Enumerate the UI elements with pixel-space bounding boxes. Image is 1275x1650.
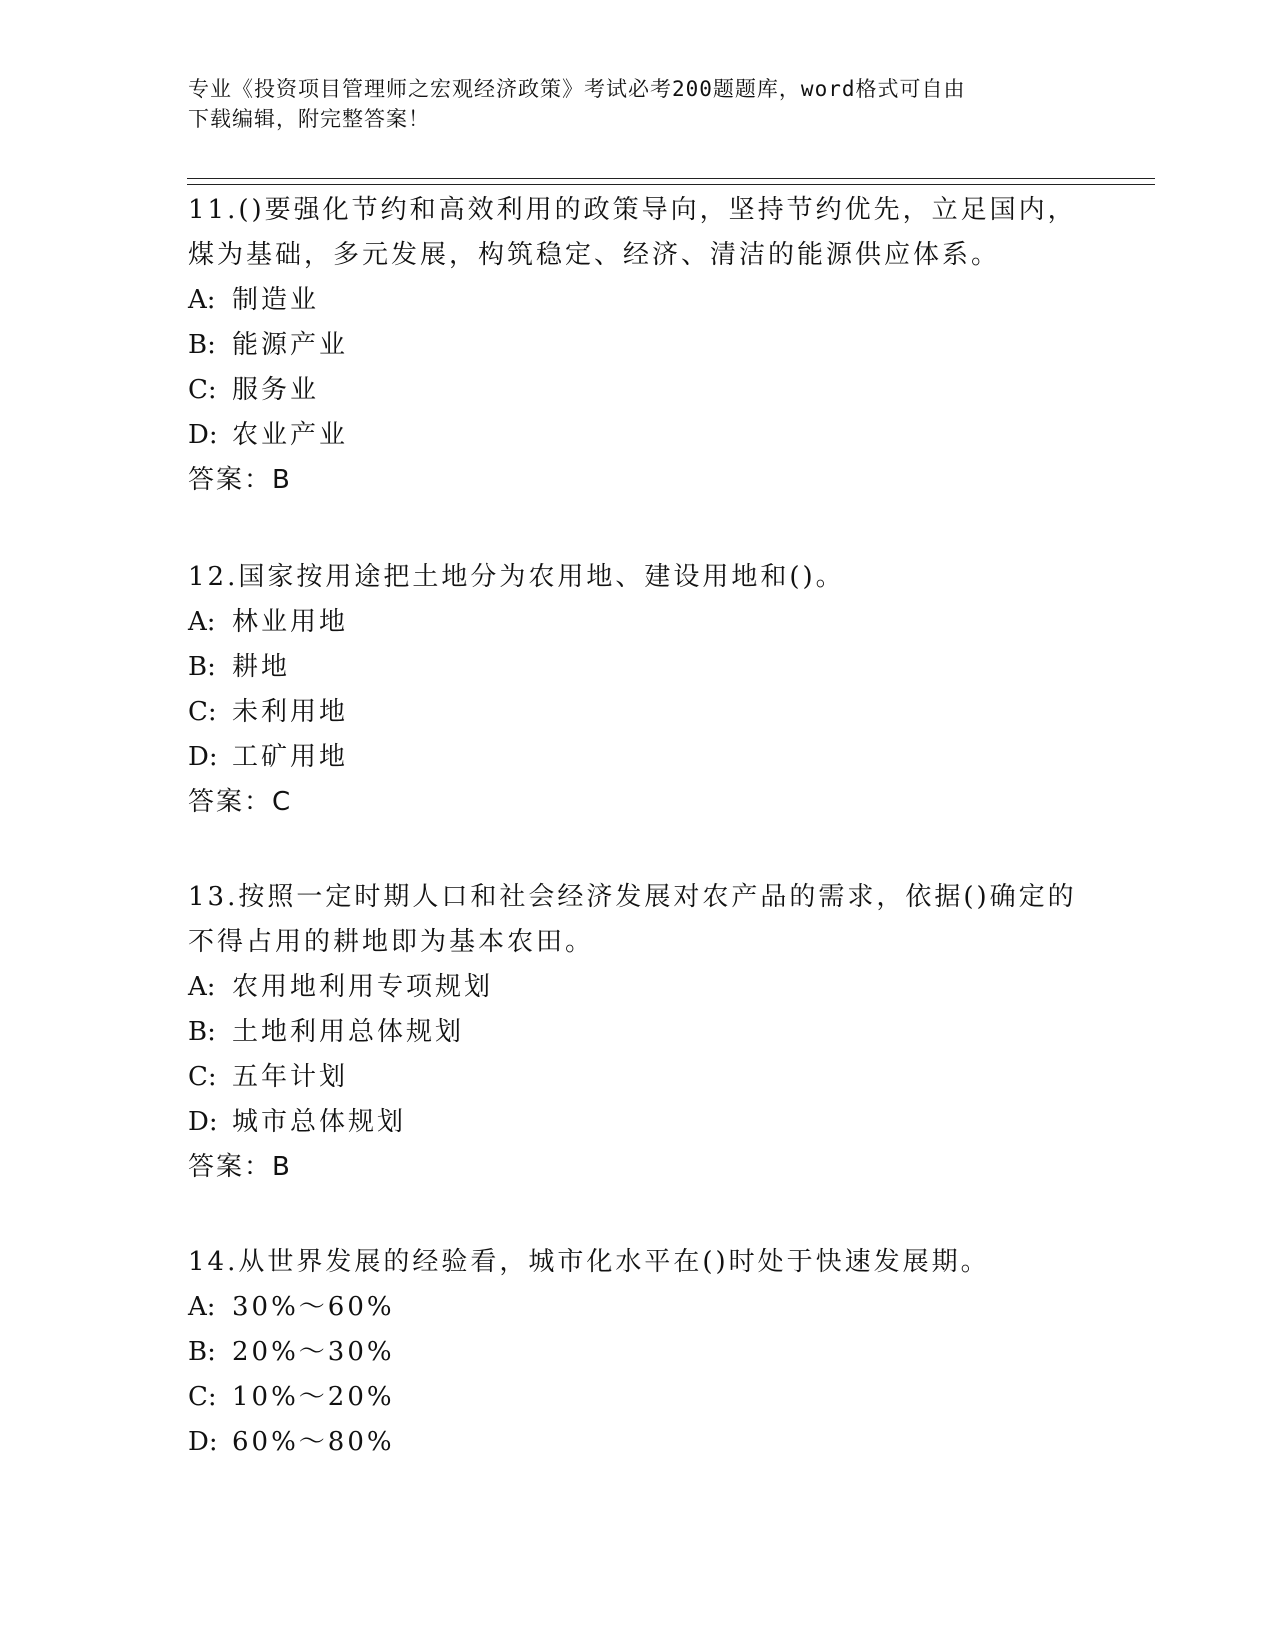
option-text: 30%～60%	[232, 1292, 395, 1322]
option-letter: D:	[188, 1107, 218, 1137]
option-a	[188, 600, 1088, 645]
option-text: 林业用地	[232, 607, 349, 637]
option-text: 10%～20%	[232, 1382, 395, 1412]
option-letter: A:	[188, 285, 216, 315]
option-text: 土地利用总体规划	[232, 1017, 465, 1047]
question-text-line: 13.按照一定时期人口和社会经济发展对农产品的需求，依据()确定的	[188, 882, 1077, 912]
option-letter: B:	[188, 1017, 216, 1047]
question-text-line: 煤为基础，多元发展，构筑稳定、经济、清洁的能源供应体系。	[188, 240, 1001, 270]
answer-line: 答案：C	[188, 787, 293, 817]
question-13	[188, 875, 1088, 1190]
option-letter: A:	[188, 972, 216, 1002]
option-b	[188, 1010, 1088, 1055]
option-text: 60%～80%	[232, 1427, 395, 1457]
option-text: 农用地利用专项规划	[232, 972, 494, 1002]
question-text-line: 12.国家按用途把土地分为农用地、建设用地和()。	[188, 562, 845, 592]
option-letter: C:	[188, 1382, 217, 1412]
option-text: 能源产业	[232, 330, 349, 360]
question-text-line: 11.()要强化节约和高效利用的政策导向，坚持节约优先，立足国内，	[188, 195, 1077, 225]
option-a	[188, 965, 1088, 1010]
option-letter: C:	[188, 375, 217, 405]
option-b	[188, 645, 1088, 690]
option-d	[188, 413, 1088, 458]
option-text: 五年计划	[232, 1062, 349, 1092]
question-text-line: 14.从世界发展的经验看，城市化水平在()时处于快速发展期。	[188, 1247, 990, 1277]
header-divider-top	[187, 178, 1155, 179]
question-text-line: 不得占用的耕地即为基本农田。	[188, 927, 595, 957]
option-letter: A:	[188, 1292, 216, 1322]
option-text: 城市总体规划	[232, 1107, 407, 1137]
option-text: 20%～30%	[232, 1337, 395, 1367]
option-letter: B:	[188, 652, 216, 682]
option-text: 工矿用地	[232, 742, 349, 772]
option-letter: A:	[188, 607, 216, 637]
option-letter: B:	[188, 330, 216, 360]
document-header	[188, 74, 1088, 134]
option-text: 耕地	[232, 652, 291, 682]
answer-line: 答案：B	[188, 465, 292, 495]
option-b	[188, 323, 1088, 368]
option-letter: D:	[188, 1427, 218, 1457]
option-c	[188, 1055, 1088, 1100]
question-12	[188, 555, 1088, 825]
option-a	[188, 278, 1088, 323]
option-a	[188, 1285, 1088, 1330]
option-text: 制造业	[232, 285, 320, 315]
header-divider-bottom	[187, 184, 1155, 185]
option-d	[188, 1420, 1088, 1465]
option-b	[188, 1330, 1088, 1375]
option-letter: C:	[188, 697, 217, 727]
option-c	[188, 690, 1088, 735]
option-letter: D:	[188, 742, 218, 772]
option-text: 未利用地	[232, 697, 349, 727]
question-11	[188, 188, 1088, 503]
option-letter: D:	[188, 420, 218, 450]
option-d	[188, 1100, 1088, 1145]
answer-line: 答案：B	[188, 1152, 292, 1182]
header-line-2: 下载编辑，附完整答案！	[188, 107, 430, 131]
question-14	[188, 1240, 1088, 1465]
option-c	[188, 1375, 1088, 1420]
option-letter: B:	[188, 1337, 216, 1367]
header-line-1: 专业《投资项目管理师之宏观经济政策》考试必考200题题库，word格式可自由	[188, 77, 966, 101]
option-text: 农业产业	[232, 420, 349, 450]
option-c	[188, 368, 1088, 413]
option-d	[188, 735, 1088, 780]
option-letter: C:	[188, 1062, 217, 1092]
option-text: 服务业	[232, 375, 320, 405]
